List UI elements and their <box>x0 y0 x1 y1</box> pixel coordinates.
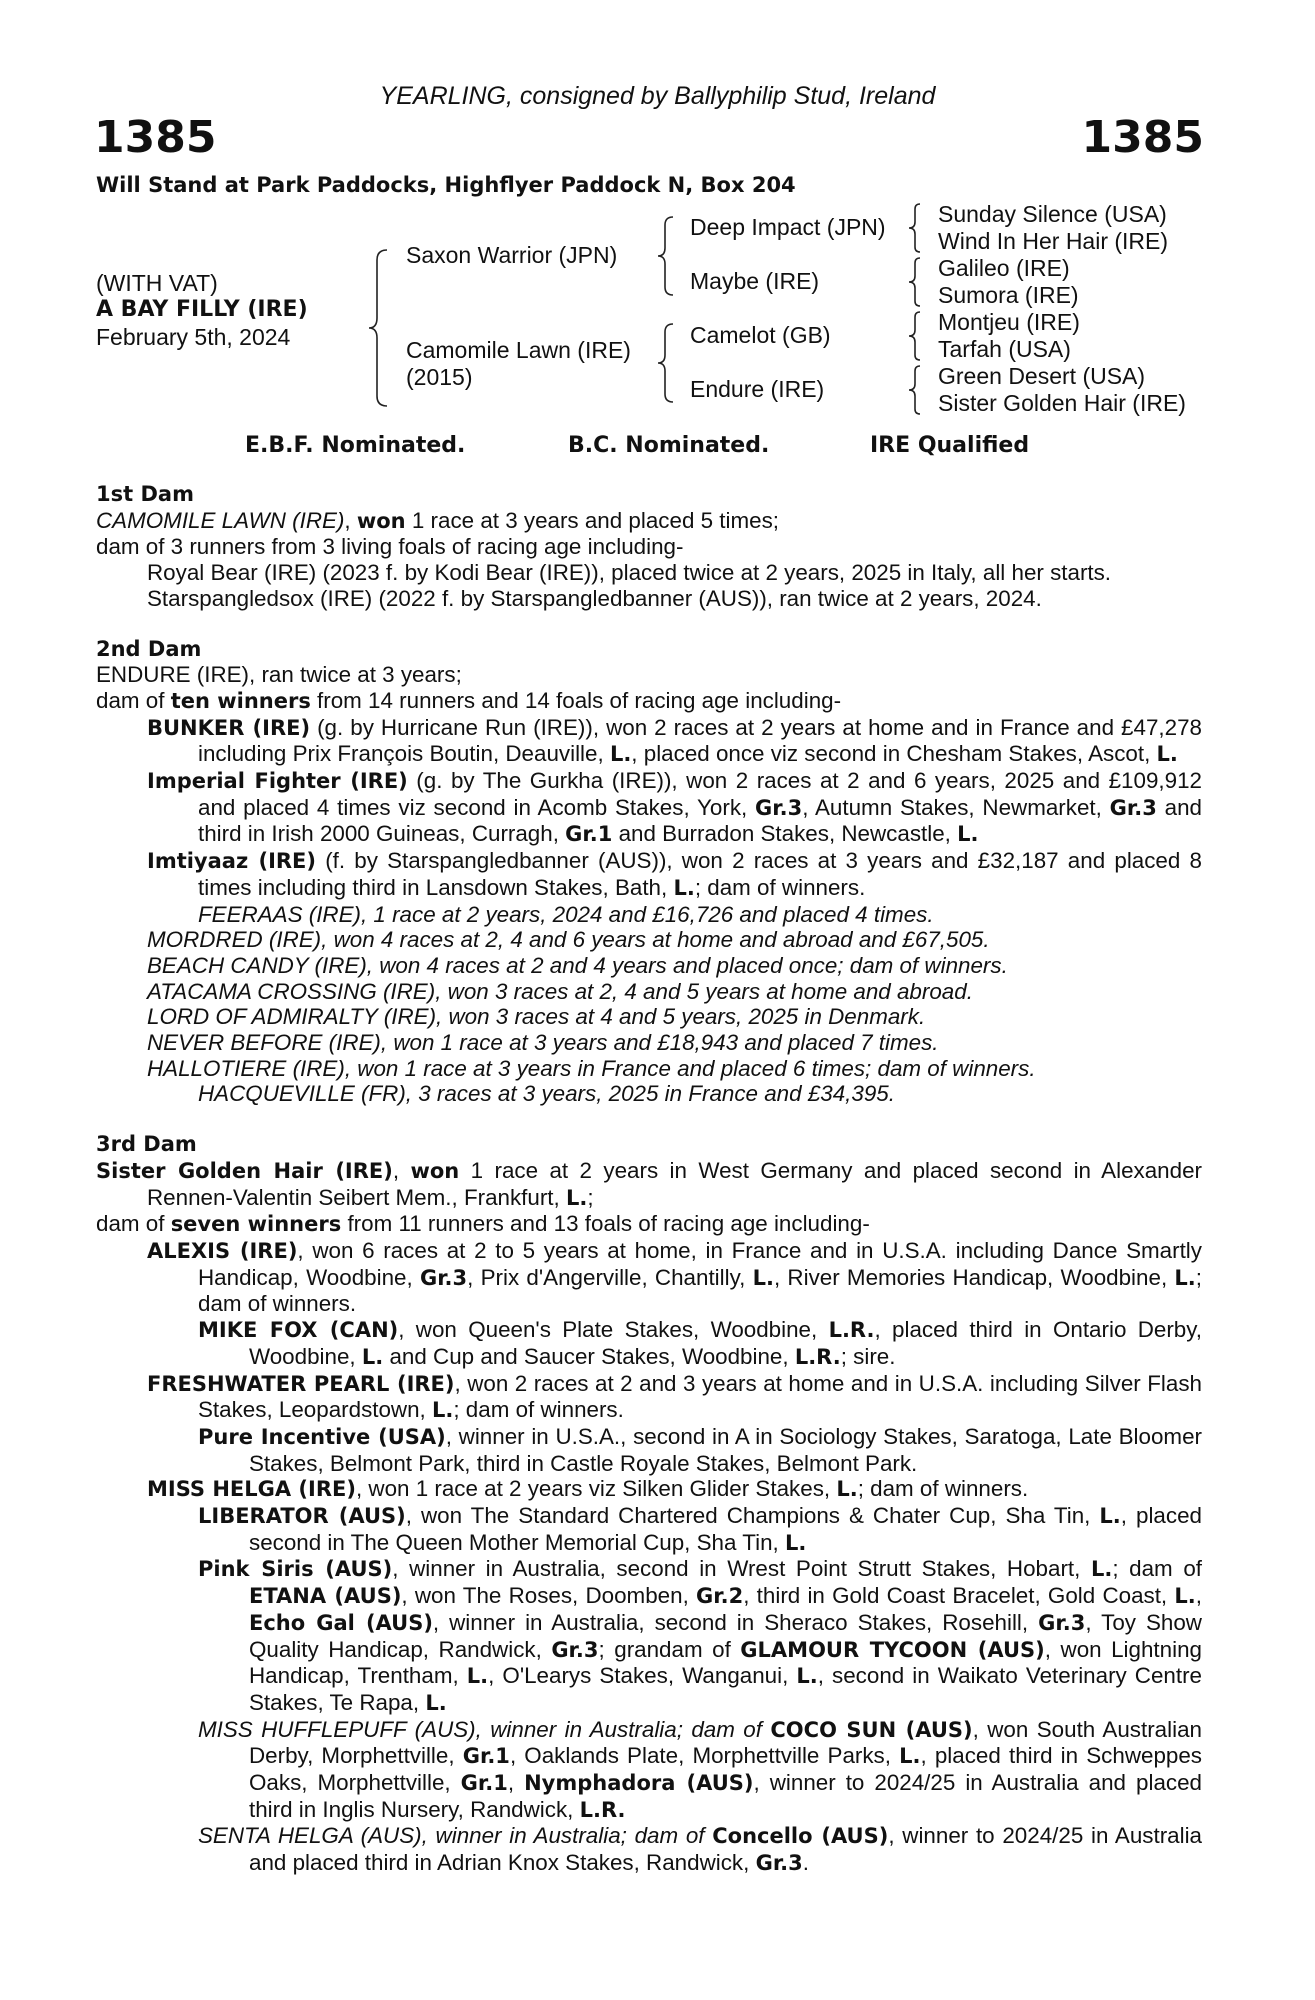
first-dam-record: CAMOMILE LAWN (IRE), won 1 race at 3 years and placed 5 times; <box>96 507 780 533</box>
lot-number-right: 1385 <box>1081 112 1204 163</box>
produce-miss-hufflepuff: MISS HUFFLEPUFF (AUS), winner in Australia; dam of COCO SUN (AUS), won South Australian Derby, Morphettville, Gr.1, Oaklands Plate, Morphettville Parks, L., placed third in Schweppes Oaks, Morphettville, Gr.1, Nymphadora (AUS), winner to 2024/25 in Australia and placed third in Inglis Nursery, Randwick, L.R. <box>198 1716 1203 1822</box>
produce-pure-incentive: Pure Incentive (USA), winner in U.S.A., second in A in Sociology Stakes, Saratoga, Late Bloomer Stakes, Belmont Park, third in Castle Royale Stakes, Belmont Park. <box>198 1423 1202 1476</box>
second-dam-produce: dam of ten winners from 14 runners and 14 foals of racing age including- <box>96 687 842 713</box>
stand-location: Will Stand at Park Paddocks, Highflyer Paddock N, Box 204 <box>96 173 796 197</box>
produce-feeraas: FEERAAS (IRE), 1 race at 2 years, 2024 and £16,726 and placed 4 times. <box>198 901 934 927</box>
horse-name: A BAY FILLY (IRE) <box>96 297 308 322</box>
second-dam-record: ENDURE (IRE), ran twice at 3 years; <box>96 662 462 688</box>
second-dam-section <box>96 637 1202 1108</box>
produce-mordred: MORDRED (IRE), won 4 races at 2, 4 and 6 years at home and abroad and £67,505. <box>147 927 990 953</box>
first-dam-heading: 1st Dam <box>96 482 194 506</box>
sire-dam: Maybe (IRE) <box>690 268 820 294</box>
produce-hallotiere: HALLOTIERE (IRE), won 1 race at 3 years in France and placed 6 times; dam of winners. <box>147 1055 1036 1081</box>
produce-mike-fox: MIKE FOX (CAN), won Queen's Plate Stakes, Woodbine, L.R., placed third in Ontario Derby, Woodbine, L. and Cup and Saucer Stakes, Woodbine, L.R.; sire. <box>198 1317 1203 1369</box>
brace-ss <box>906 202 926 254</box>
produce-bunker: BUNKER (IRE) (g. by Hurricane Run (IRE)), won 2 races at 2 years at home and in France and £47,278 including Prix François Boutin, Deauville, L., placed once viz second in Chesham Stakes, Ascot, L. <box>147 714 1202 767</box>
ire-qualified: IRE Qualified <box>870 433 1030 458</box>
produce-senta-helga: SENTA HELGA (AUS), winner in Australia; dam of Concello (AUS), winner to 2024/25 in Australia and placed third in Adrian Knox Stakes, Randwick, Gr.3. <box>198 1823 1203 1876</box>
ped-ssd: Wind In Her Hair (IRE) <box>938 228 1169 254</box>
produce-miss-helga: MISS HELGA (IRE), won 1 race at 2 years viz Silken Glider Stakes, L.; dam of winners. <box>147 1476 1029 1502</box>
brace-ds <box>906 310 926 362</box>
consignment-line: YEARLING, consigned by Ballyphilip Stud, Ireland <box>379 82 936 110</box>
produce-never-before: NEVER BEFORE (IRE), won 1 race at 3 years and £18,943 and placed 7 times. <box>147 1030 939 1056</box>
dam-name: Camomile Lawn (IRE) <box>406 337 631 363</box>
third-dam-produce: dam of seven winners from 11 runners and 13 foals of racing age including- <box>96 1211 870 1237</box>
ped-sds: Galileo (IRE) <box>938 255 1070 281</box>
ped-dsd: Tarfah (USA) <box>938 336 1071 362</box>
produce-liberator: LIBERATOR (AUS), won The Standard Chartered Champions & Chater Cup, Sha Tin, L., placed second in The Queen Mother Memorial Cup, Sha Tin, L. <box>198 1503 1202 1555</box>
ped-ddd: Sister Golden Hair (IRE) <box>938 390 1186 416</box>
first-dam-section <box>96 482 1202 612</box>
brace-sd <box>906 256 926 308</box>
second-dam-heading: 2nd Dam <box>96 636 202 661</box>
produce-starspangledsox: Starspangledsox (IRE) (2022 f. by Starspangledbanner (AUS)), ran twice at 2 years, 2024. <box>147 585 1042 611</box>
lot-number-left: 1385 <box>94 112 217 163</box>
ebf-nominated: E.B.F. Nominated. <box>245 433 466 458</box>
dam-brace <box>655 322 679 404</box>
produce-imperial-fighter: Imperial Fighter (IRE) (g. by The Gurkha (IRE)), won 2 races at 2 and 6 years, 2025 and £109,912 and placed 4 times viz second in Acomb Stakes, York, Gr.3, Autumn Stakes, Newmarket, Gr.3 and third in Irish 2000 Guineas, Curragh, Gr.1 and Burradon Stakes, Newcastle, L. <box>147 768 1202 847</box>
sire-name: Saxon Warrior (JPN) <box>406 242 618 268</box>
ped-sdd: Sumora (IRE) <box>938 282 1079 308</box>
produce-royal-bear: Royal Bear (IRE) (2023 f. by Kodi Bear (IRE)), placed twice at 2 years, 2025 in Italy, all her starts. <box>147 560 1112 586</box>
brace-dd <box>906 364 926 416</box>
produce-freshwater-pearl: FRESHWATER PEARL (IRE), won 2 races at 2 and 3 years at home and in U.S.A. including Silver Flash Stakes, Leopardstown, L.; dam of winners. <box>147 1370 1202 1423</box>
main-brace <box>365 248 395 408</box>
produce-atacama-crossing: ATACAMA CROSSING (IRE), won 3 races at 2, 4 and 5 years at home and abroad. <box>147 978 973 1004</box>
third-dam-section <box>96 1132 1202 1877</box>
dam-sire: Camelot (GB) <box>690 322 831 348</box>
bc-nominated: B.C. Nominated. <box>568 433 770 458</box>
produce-lord-of-admiralty: LORD OF ADMIRALTY (IRE), won 3 races at 4 and 5 years, 2025 in Denmark. <box>147 1004 926 1030</box>
ped-dss: Montjeu (IRE) <box>938 309 1080 335</box>
catalogue-body <box>96 482 1202 1877</box>
dam-year: (2015) <box>406 364 473 390</box>
sire-brace <box>655 215 679 297</box>
ped-dds: Green Desert (USA) <box>938 363 1146 389</box>
third-dam-record: Sister Golden Hair (IRE), won 1 race at 2 years in West Germany and placed second in Alexander Rennen-Valentin Seibert Mem., Frankfurt, L.; <box>96 1157 1202 1210</box>
dam-dam: Endure (IRE) <box>690 376 825 402</box>
produce-imtiyaaz: Imtiyaaz (IRE) (f. by Starspangledbanner (AUS)), won 2 races at 3 years and £32,187 and placed 8 times including third in Lansdown Stakes, Bath, L.; dam of winners. <box>147 848 1202 900</box>
ped-sss: Sunday Silence (USA) <box>938 201 1167 227</box>
produce-hacqueville: HACQUEVILLE (FR), 3 races at 3 years, 2025 in France and £34,395. <box>198 1081 895 1107</box>
horse-dob: February 5th, 2024 <box>96 324 291 350</box>
produce-beach-candy: BEACH CANDY (IRE), won 4 races at 2 and 4 years and placed once; dam of winners. <box>147 952 1008 978</box>
first-dam-produce: dam of 3 runners from 3 living foals of racing age including- <box>96 534 684 560</box>
vat-label: (WITH VAT) <box>96 270 218 296</box>
produce-alexis: ALEXIS (IRE), won 6 races at 2 to 5 years at home, in France and in U.S.A. including Dance Smartly Handicap, Woodbine, Gr.3, Prix d'Angerville, Chantilly, L., River Memories Handicap, Woodbine, L.; dam of winners. <box>147 1237 1202 1317</box>
sire-sire: Deep Impact (JPN) <box>690 214 886 240</box>
produce-pink-siris: Pink Siris (AUS), winner in Australia, second in Wrest Point Strutt Stakes, Hobart, L.; dam of ETANA (AUS), won The Roses, Doomben, Gr.2, third in Gold Coast Bracelet, Gold Coast, L., Echo Gal (AUS), winner in Australia, second in Sheraco Stakes, Rosehill, Gr.3, Toy Show Quality Handicap, Randwick, Gr.3; grandam of GLAMOUR TYCOON (AUS), won Lightning Handicap, Trentham, L., O'Learys Stakes, Wanganui, L., second in Waikato Veterinary Centre Stakes, Te Rapa, L. <box>198 1556 1202 1715</box>
third-dam-heading: 3rd Dam <box>96 1132 197 1157</box>
